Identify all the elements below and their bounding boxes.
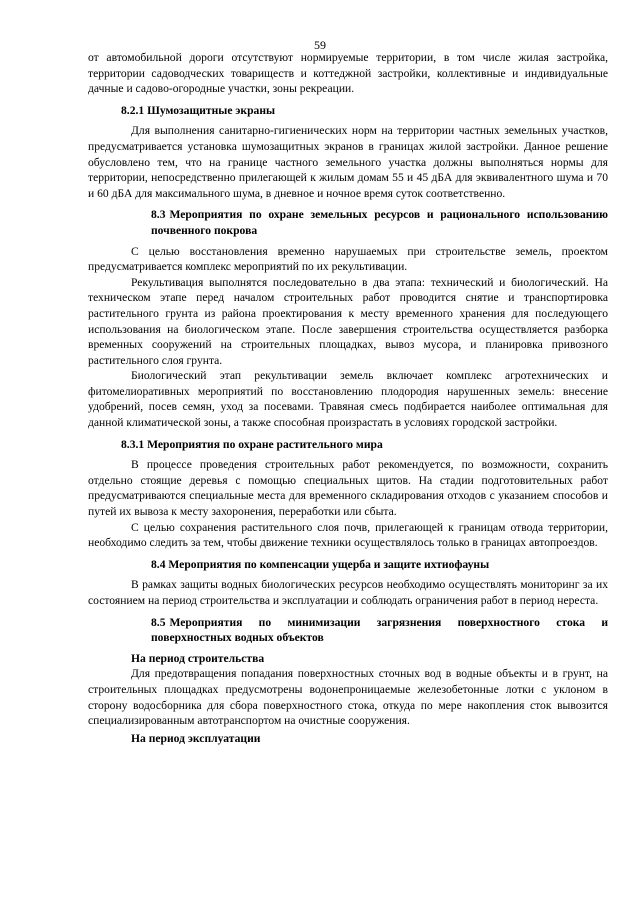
period-construction-heading: На период строительства <box>131 651 265 665</box>
section-heading-8-5 <box>88 615 608 646</box>
paragraph: от автомобильной дороги отсутствуют нормируемые территории, в том числе жилая застройка, территории садоводческих товариществ и коттеджной застройки, коллективные и индивидуальные дачные и садово-огородные участки, зоны рекреации. <box>88 51 608 96</box>
section-heading-8-3 <box>88 207 608 238</box>
section-heading-8-4: 8.4 Мероприятия по компенсации ущерба и защите ихтиофауны <box>151 557 490 571</box>
paragraph: С целью сохранения растительного слоя почв, прилегающей к границам отвода территории, необходимо следить за тем, чтобы движение техники осуществлялось только в границах автопроездов. <box>88 520 608 550</box>
section-title: Мероприятия по минимизации загрязнения поверхностного стока и поверхностных водных объектов <box>151 615 608 645</box>
paragraph: С целью восстановления временно нарушаемых при строительстве земель, проектом предусматривается комплекс мероприятий по их рекультивации. <box>88 244 608 274</box>
section-number: 8.3 <box>151 208 166 222</box>
paragraph: В процессе проведения строительных работ рекомендуется, по возможности, сохранить отдельно стоящие деревья с помощью специальных щитов. На стадии подготовительных работ предусматриваются специальные места для временного складирования отходов с указанием способов и путей их вывоза к месту захоронения, переработки или сбыта. <box>88 458 608 519</box>
section-heading-8-2-1: 8.2.1 Шумозащитные экраны <box>121 103 276 117</box>
section-heading-8-3-1: 8.3.1 Мероприятия по охране растительного мира <box>121 437 383 451</box>
section-title: Мероприятия по охране земельных ресурсов и рационального использованию почвенного покрова <box>151 208 608 237</box>
paragraph: Рекультивация выполнятся последовательно в два этапа: технический и биологический. На техническом этапе перед началом строительных работ проводится снятие и транспортировка растительного грунта из района проектирования к месту временного хранения для последующего использования на биологическом этапе. После завершения строительства осуществляется разборка временных сооружений на строительных площадках, вывоз мусора, и планировка привозного растительного слоя грунта. <box>88 275 608 367</box>
paragraph: Для предотвращения попадания поверхностных сточных вод в водные объекты и в грунт, на строительных площадках предусмотрены водонепроницаемые железобетонные лотки с уклоном в сторону водосборника для сбора поверхностного стока, откуда по мере накопления сток вывозится специализированным автотранспортом на очистные сооружения. <box>88 667 608 728</box>
paragraph: Для выполнения санитарно-гигиенических норм на территории частных земельных участков, предусматривается установка шумозащитных экранов в границах жилой застройки. Данное решение обусловлено тем, что на границе частного земельного участка должны выполняться нормы для территории, непосредственно прилегающей к жилым домам 55 и 45 дБА для эквивалентного шума и 70 и 60 дБА для максимального шума, в дневное и ночное время суток соответственно. <box>88 124 608 200</box>
paragraph: В рамках защиты водных биологических ресурсов необходимо осуществлять мониторинг за их состоянием на период строительства и эксплуатации и соблюдать ограничения работ в период нереста. <box>88 578 608 607</box>
page-number: 59 <box>314 38 326 52</box>
period-operation-heading: На период эксплуатации <box>131 731 261 745</box>
section-number: 8.5 <box>151 615 166 629</box>
document-body <box>88 50 608 746</box>
paragraph: Биологический этап рекультивации земель включает комплекс агротехнических и фитомелиоративных мероприятий по восстановлению плодородия нарушенных земель: внесение удобрений, посев семян, уход за посевами. Травяная смесь подбирается наиболее оптимальная для данной климатической зоны, а также способная произрастать в условиях городской застройки. <box>88 369 608 430</box>
